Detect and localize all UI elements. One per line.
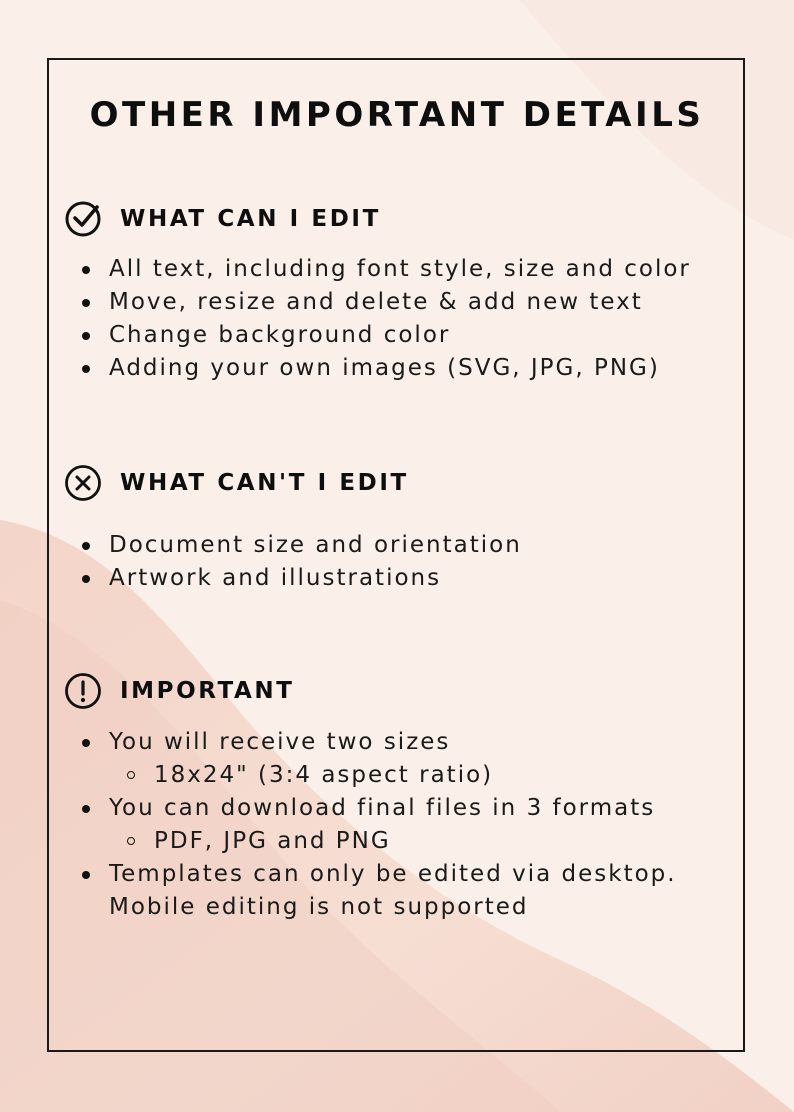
- section-cant-edit-heading: [64, 464, 409, 502]
- check-circle-icon: [64, 200, 102, 238]
- list-item: Artwork and illustrations: [78, 562, 522, 595]
- list-item: You will receive two sizes: [78, 726, 709, 759]
- section-cant-edit-title: WHAT CAN'T I EDIT: [120, 470, 409, 496]
- list-item: Templates can only be edited via desktop. Mobile editing is not supported: [78, 858, 709, 924]
- x-circle-icon: [64, 464, 102, 502]
- section-edit-title: WHAT CAN I EDIT: [120, 206, 381, 232]
- cant-edit-list: [78, 529, 522, 595]
- sub-list-item: PDF, JPG and PNG: [78, 825, 709, 858]
- list-item: Document size and orientation: [78, 529, 522, 562]
- list-item: Adding your own images (SVG, JPG, PNG): [78, 352, 691, 385]
- list-item: You can download final files in 3 formats: [78, 792, 709, 825]
- edit-list: [78, 253, 691, 385]
- list-item: All text, including font style, size and color: [78, 253, 691, 286]
- section-important-title: IMPORTANT: [120, 678, 295, 704]
- section-important-heading: [64, 672, 295, 710]
- page-title: OTHER IMPORTANT DETAILS: [89, 95, 705, 135]
- important-list: [78, 726, 709, 924]
- sub-list-item: 18x24" (3:4 aspect ratio): [78, 759, 709, 792]
- section-edit-heading: [64, 200, 381, 238]
- list-item: Move, resize and delete & add new text: [78, 286, 691, 319]
- exclamation-circle-icon: [64, 672, 102, 710]
- list-item: Change background color: [78, 319, 691, 352]
